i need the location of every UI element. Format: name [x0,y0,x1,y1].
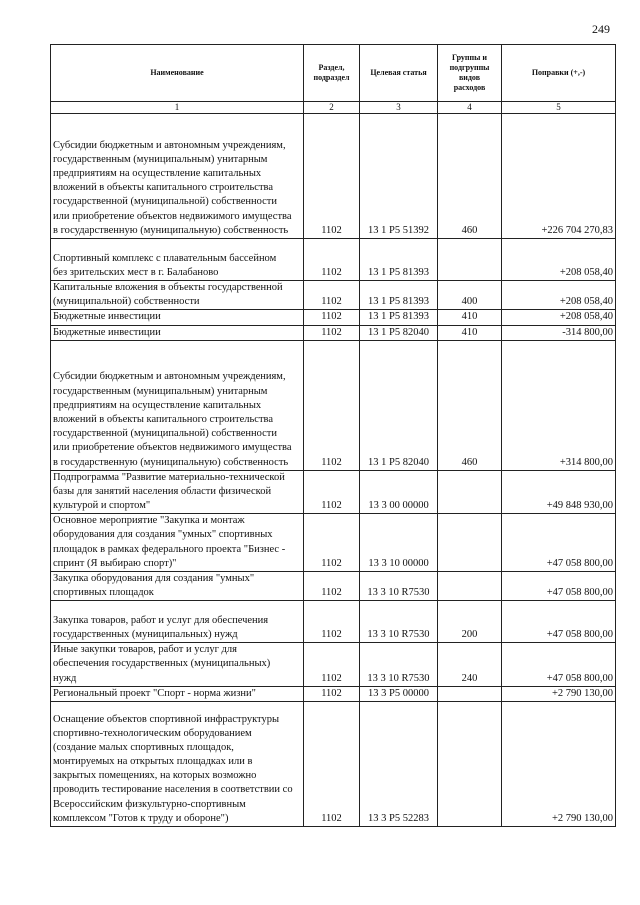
row-section: 1102 [304,514,360,572]
row-name: Основное мероприятие "Закупка и монтаж оборудования для создания "умных" спортивных площадок в рамках федерального проекта "Бизнес - спринт (Я выбираю спорт)" [51,514,304,572]
row-target-article: 13 3 00 00000 [360,470,438,514]
header-section: Раздел, подраздел [304,45,360,102]
row-amendment-amount: +47 058 800,00 [502,643,616,687]
row-name: Спортивный комплекс с плавательным бассейном без зрительских мест в г. Балабаново [51,239,304,281]
row-amendment-amount: +49 848 930,00 [502,470,616,514]
page-number: 249 [592,22,610,36]
table-row [51,310,616,325]
row-name: Бюджетные инвестиции [51,325,304,340]
row-amendment-amount: -314 800,00 [502,325,616,340]
row-target-article: 13 3 P5 00000 [360,686,438,701]
row-expense-group [438,701,502,826]
row-expense-group: 410 [438,325,502,340]
row-expense-group [438,571,502,600]
row-target-article: 13 1 P5 51392 [360,114,438,239]
table-row [51,340,616,470]
row-section: 1102 [304,325,360,340]
row-target-article: 13 3 10 R7530 [360,643,438,687]
table-row [51,601,616,643]
row-section: 1102 [304,470,360,514]
row-name: Капитальные вложения в объекты государственной (муниципальной) собственности [51,281,304,310]
row-expense-group: 460 [438,114,502,239]
table-row [51,470,616,514]
row-name: Закупка оборудования для создания "умных" спортивных площадок [51,571,304,600]
table-row [51,239,616,281]
column-number: 4 [438,102,502,114]
row-target-article: 13 3 10 00000 [360,514,438,572]
row-name: Подпрограмма "Развитие материально-технической базы для занятий населения области физической культурой и спортом" [51,470,304,514]
column-number: 5 [502,102,616,114]
row-section: 1102 [304,310,360,325]
row-section: 1102 [304,686,360,701]
row-expense-group: 240 [438,643,502,687]
table-row [51,571,616,600]
row-amendment-amount: +47 058 800,00 [502,571,616,600]
row-amendment-amount: +208 058,40 [502,310,616,325]
column-number: 2 [304,102,360,114]
budget-amendments-table [50,44,616,827]
row-expense-group: 460 [438,340,502,470]
row-expense-group: 200 [438,601,502,643]
row-section: 1102 [304,281,360,310]
row-section: 1102 [304,701,360,826]
row-expense-group [438,239,502,281]
row-amendment-amount: +208 058,40 [502,281,616,310]
row-target-article: 13 1 P5 81393 [360,239,438,281]
row-section: 1102 [304,571,360,600]
row-section: 1102 [304,114,360,239]
header-row [51,45,616,102]
row-section: 1102 [304,340,360,470]
table-row [51,325,616,340]
row-name: Субсидии бюджетным и автономным учреждениям, государственным (муниципальным) унитарным предприятиям на осуществление капитальных вложений в объекты капитального строительства государственной (муниципальной) собственности или приобретение объектов недвижимого имущества в государственную (муниципальную) собственность [51,114,304,239]
row-name: Региональный проект "Спорт - норма жизни" [51,686,304,701]
row-amendment-amount: +2 790 130,00 [502,686,616,701]
column-number: 3 [360,102,438,114]
header-amount: Поправки (+,-) [502,45,616,102]
table-row [51,686,616,701]
row-name: Бюджетные инвестиции [51,310,304,325]
row-name: Иные закупки товаров, работ и услуг для обеспечения государственных (муниципальных) нужд [51,643,304,687]
row-amendment-amount: +47 058 800,00 [502,601,616,643]
row-name: Закупка товаров, работ и услуг для обеспечения государственных (муниципальных) нужд [51,601,304,643]
row-target-article: 13 3 10 R7530 [360,571,438,600]
row-name: Субсидии бюджетным и автономным учреждениям, государственным (муниципальным) унитарным предприятиям на осуществление капитальных вложений в объекты капитального строительства государственной (муниципальной) собственности или приобретение объектов недвижимого имущества в государственную (муниципальную) собственность [51,340,304,470]
column-number-row [51,102,616,114]
row-target-article: 13 1 P5 82040 [360,340,438,470]
table-row [51,281,616,310]
table-row [51,514,616,572]
row-amendment-amount: +208 058,40 [502,239,616,281]
row-section: 1102 [304,601,360,643]
row-expense-group [438,686,502,701]
table-row [51,701,616,826]
row-target-article: 13 1 P5 81393 [360,281,438,310]
table-row [51,114,616,239]
table-row [51,643,616,687]
row-target-article: 13 1 P5 81393 [360,310,438,325]
row-target-article: 13 1 P5 82040 [360,325,438,340]
header-group: Группы и подгруппы видов расходов [438,45,502,102]
row-expense-group [438,514,502,572]
row-section: 1102 [304,643,360,687]
row-expense-group: 410 [438,310,502,325]
row-name: Оснащение объектов спортивной инфраструктуры спортивно-технологическим оборудованием (создание малых спортивных площадок, монтируемых на открытых площадках или в закрытых помещениях, на которых возможно проводить тестирование населения в соответствии со Всероссийским физкультурно-спортивным комплексом "Готов к труду и обороне") [51,701,304,826]
header-target: Целевая статья [360,45,438,102]
row-amendment-amount: +47 058 800,00 [502,514,616,572]
header-name: Наименование [51,45,304,102]
row-expense-group [438,470,502,514]
row-amendment-amount: +314 800,00 [502,340,616,470]
row-target-article: 13 3 P5 52283 [360,701,438,826]
row-amendment-amount: +226 704 270,83 [502,114,616,239]
row-amendment-amount: +2 790 130,00 [502,701,616,826]
row-target-article: 13 3 10 R7530 [360,601,438,643]
column-number: 1 [51,102,304,114]
row-expense-group: 400 [438,281,502,310]
row-section: 1102 [304,239,360,281]
